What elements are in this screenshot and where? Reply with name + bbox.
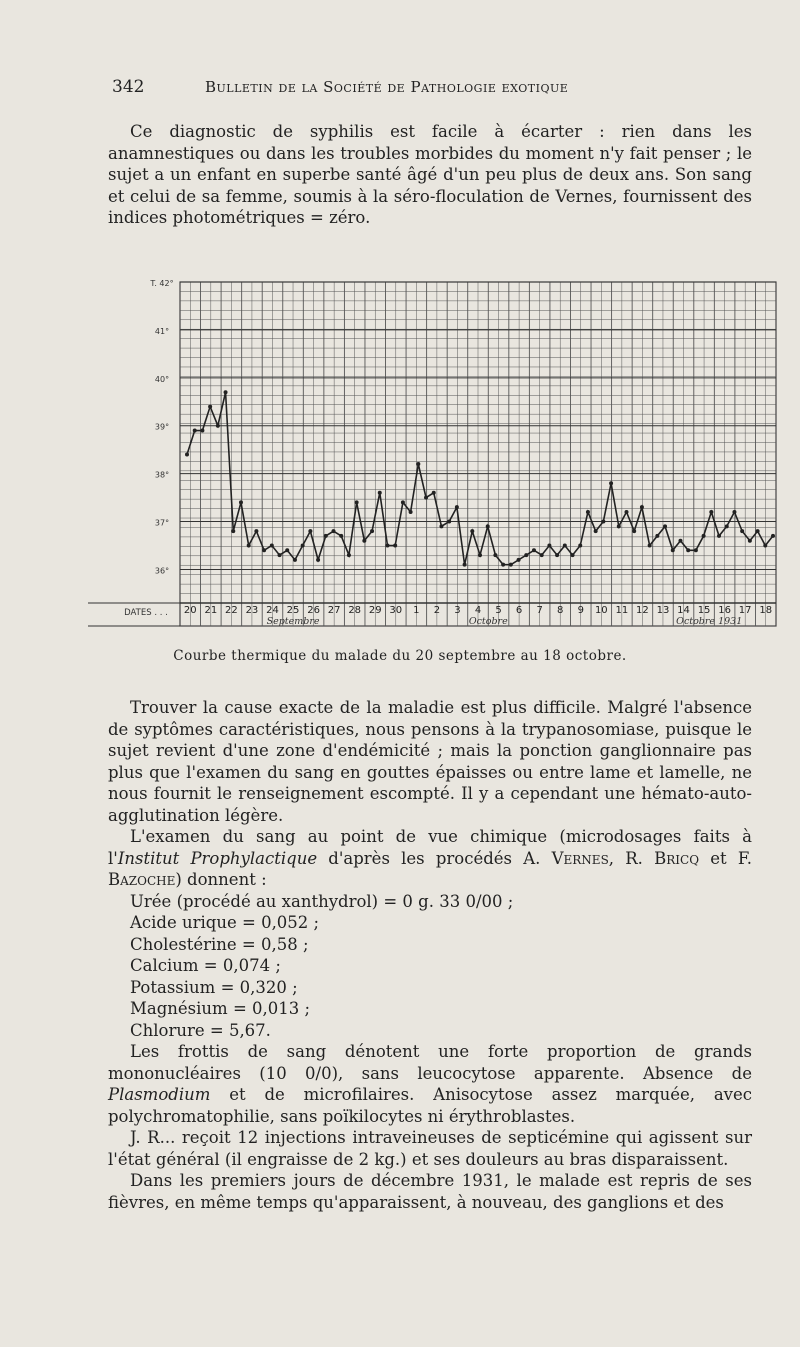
x-date-label: 21 [204,605,218,616]
y-tick-label: T. 42° [150,279,174,288]
x-date-label: 28 [348,605,362,616]
x-date-label: 24 [266,605,279,616]
x-date-label: 23 [245,605,259,616]
temperature-point [732,510,736,514]
x-date-label: 26 [307,605,320,616]
temperature-point [208,405,212,409]
temperature-point [393,544,397,548]
temperature-point [686,548,690,552]
x-date-label: 17 [738,605,752,616]
x-date-label: 14 [677,605,690,616]
intro-paragraph: Ce diagnostic de syphilis est facile à écarter : rien dans les anamnestiques ou dans les troubles morbides du moment n'y fait penser ; le sujet a un enfant en superbe santé âgé d'un peu plus de deux ans. Son sang et celui de sa femme, soumis à la séro-floculation de Vernes, fournissent des indices photométriques = zéro. [108,122,752,227]
temperature-point [509,563,513,567]
x-date-label: 6 [515,605,523,616]
temperature-point [501,563,505,567]
temperature-point [756,529,760,533]
paragraph-decembre: Dans les premiers jours de décembre 1931, le malade est repris de ses fièvres, en même temps qu'apparaissent, à nouveau, des ganglions et des [108,1171,752,1212]
temperature-point [540,553,544,557]
lab-result: Calcium = 0,074 ; [130,956,281,975]
temperature-point [617,524,621,528]
temperature-point [308,529,312,533]
temperature-point [663,524,667,528]
temperature-point [254,529,258,533]
temperature-point [185,452,189,456]
temperature-point [316,558,320,562]
temperature-point [555,553,559,557]
temperature-point [455,505,459,509]
month-label: Septembre [266,616,320,627]
y-tick-label: 37° [154,518,170,528]
temperature-point [362,539,366,543]
y-tick-label: 41° [154,326,170,336]
x-date-label: 22 [225,605,238,616]
lab-result: Urée (procédé au xanthydrol) = 0 g. 33 0/00 ; [130,891,514,911]
body-text [108,697,752,1213]
x-date-label: 13 [656,605,670,616]
page-number: 342 [112,77,145,97]
temperature-point [301,544,305,548]
temperature-point [324,534,328,538]
temperature-point [278,553,282,557]
temperature-point [200,429,204,433]
temperature-point [370,529,374,533]
temperature-point [439,524,443,528]
lab-result: Acide urique = 0,052 ; [130,913,320,932]
chart-caption: Courbe thermique du malade du 20 septembre au 18 octobre. [173,648,627,664]
temperature-point [470,529,474,533]
temperature-point [478,553,482,557]
temperature-point [517,558,521,562]
temperature-point [594,529,598,533]
x-date-label: 11 [615,605,629,616]
temperature-point [385,544,389,548]
temperature-point [717,534,721,538]
y-tick-label: 36° [154,566,170,576]
temperature-point [671,548,675,552]
x-date-label: 27 [327,605,341,616]
y-tick-label: 38° [154,470,170,480]
temperature-point [725,524,729,528]
temperature-point [640,505,644,509]
temperature-point [355,500,359,504]
x-date-label: 29 [368,605,382,616]
temperature-point [655,534,659,538]
temperature-point [409,510,413,514]
temperature-point [293,558,297,562]
x-date-label: 25 [286,605,300,616]
temperature-point [262,548,266,552]
temperature-point [432,491,436,495]
temperature-point [586,510,590,514]
lab-result: Magnésium = 0,013 ; [130,999,311,1018]
x-date-label: 15 [697,605,711,616]
temperature-point [748,539,752,543]
temperature-point [740,529,744,533]
temperature-point [193,429,197,433]
x-date-label: 4 [474,605,482,616]
lab-result: Chlorure = 5,67. [130,1020,271,1040]
temperature-point [347,553,351,557]
x-date-label: 8 [557,605,564,616]
x-date-label: 30 [389,605,403,616]
temperature-point [231,529,235,533]
temperature-point [424,496,428,500]
temperature-point [224,390,228,394]
temperature-point [694,548,698,552]
temperature-chart [0,255,800,645]
temperature-point [532,548,536,552]
temperature-point [702,534,706,538]
temperature-point [601,520,605,524]
temperature-point [486,524,490,528]
temperature-point [771,534,775,538]
temperature-point [563,544,567,548]
x-date-label: 3 [454,605,461,616]
lab-result: Potassium = 0,320 ; [130,977,298,997]
temperature-point [678,539,682,543]
y-tick-label: 40° [154,374,170,384]
temperature-point [270,544,274,548]
y-tick-label: 39° [154,422,170,432]
temperature-point [632,529,636,533]
temperature-point [648,544,652,548]
temperature-point [463,563,467,567]
temperature-point [239,500,243,504]
x-date-label: 16 [718,605,731,616]
paragraph-examen: L'examen du sang au point de vue chimique (microdosages faits à l'Institut Prophylactique d'après les procédés A. Vernes, R. Bricq et F. Bazoche) donnent : [108,827,752,889]
paragraph-trypanosomiase: Trouver la cause exacte de la maladie est plus difficile. Malgré l'absence de syptômes caractéristiques, nous pensons à la trypanosomiase, puisque le sujet revient d'une zone d'endémicité ; mais la ponction ganglionnaire pas plus que l'examen du sang en gouttes épaisses ou entre lame et lamelle, ne nous fournit le renseignement escompté. Il y a cependant une hémato-auto-agglutination légère. [108,698,752,825]
temperature-line [187,392,773,564]
x-axis-label: DATES . . . [124,608,168,618]
temperature-point [401,500,405,504]
temperature-point [524,553,528,557]
x-date-label: 18 [759,605,773,616]
temperature-point [609,481,613,485]
temperature-point [285,548,289,552]
temperature-point [416,462,420,466]
x-date-label: 10 [594,605,608,616]
x-date-label: 9 [577,605,584,616]
paragraph-injections: J. R... reçoit 12 injections intraveineuses de septicémine qui agissent sur l'état général (il engraisse de 2 kg.) et ses douleurs au bras disparaissent. [108,1128,752,1169]
temperature-point [493,553,497,557]
temperature-point [571,553,575,557]
month-label: Octobre 1931 [676,616,743,627]
x-date-label: 2 [433,605,441,616]
month-label: Octobre [468,616,508,627]
temperature-point [247,544,251,548]
x-date-label: 20 [183,605,197,616]
temperature-point [763,544,767,548]
temperature-point [447,520,451,524]
temperature-point [216,424,220,428]
temperature-point [709,510,713,514]
temperature-point [378,491,382,495]
paragraph-frottis: Les frottis de sang dénotent une forte proportion de grands mononucléaires (10 0/0), sans leucocytose apparente. Absence de Plasmodium et de microfilaires. Anisocytose assez marquée, avec polychromatophilie, sans poïkilocytes ni érythroblastes. [108,1042,752,1126]
intro-text [108,121,752,229]
temperature-point [547,544,551,548]
x-date-label: 1 [413,605,420,616]
temperature-point [332,529,336,533]
lab-result: Cholestérine = 0,58 ; [130,934,309,954]
x-date-label: 7 [536,605,543,616]
running-header: Bulletin de la Société de Pathologie exotique [205,78,569,96]
x-date-label: 12 [636,605,649,616]
temperature-point [625,510,629,514]
temperature-point [339,534,343,538]
temperature-point [578,544,582,548]
x-date-label: 5 [495,605,502,616]
